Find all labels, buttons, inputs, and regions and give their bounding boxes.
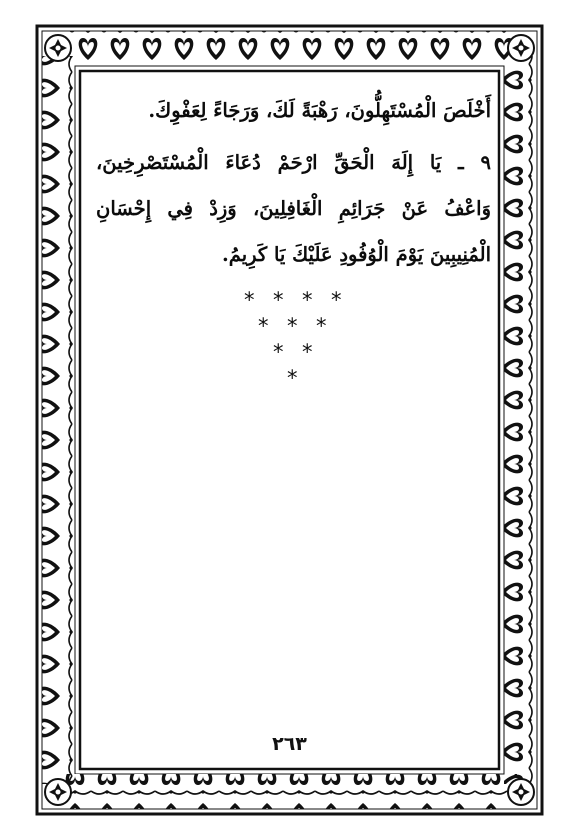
- body-text: [96, 88, 491, 278]
- text-line-3: وَاعْفُ عَنْ جَرَائِمِ الْغَافِلِينَ، وَزِدْ فِي إِحْسَانِ: [96, 197, 491, 220]
- separator-star: *: [273, 288, 284, 312]
- separator-star: *: [302, 340, 313, 364]
- separator-star: *: [258, 314, 269, 338]
- text-line-1: أَخْلَصَ الْمُسْتَهِلُّونَ، رَهْبَةً لَكَ، وَرَجَاءً لِعَفْوِكَ.: [148, 99, 491, 122]
- separator-star: *: [273, 340, 284, 364]
- text-line-4: الْمُنِيبِينَ يَوْمَ الْوُفُودِ عَلَيْكَ يَا كَرِيمُ.: [221, 243, 491, 266]
- separator-star: *: [287, 366, 298, 390]
- asterisk-separator: [240, 290, 346, 390]
- separator-star: *: [302, 288, 313, 312]
- page-number: ٢٦٣: [272, 733, 307, 755]
- text-line-2: ٩ ـ يَا إِلَهَ الْحَقِّ ارْحَمْ دُعَاءَ الْمُسْتَصْرِخِينَ،: [96, 151, 491, 174]
- separator-star: *: [287, 314, 298, 338]
- separator-star: *: [244, 288, 255, 312]
- separator-star: *: [331, 288, 342, 312]
- separator-star: *: [316, 314, 327, 338]
